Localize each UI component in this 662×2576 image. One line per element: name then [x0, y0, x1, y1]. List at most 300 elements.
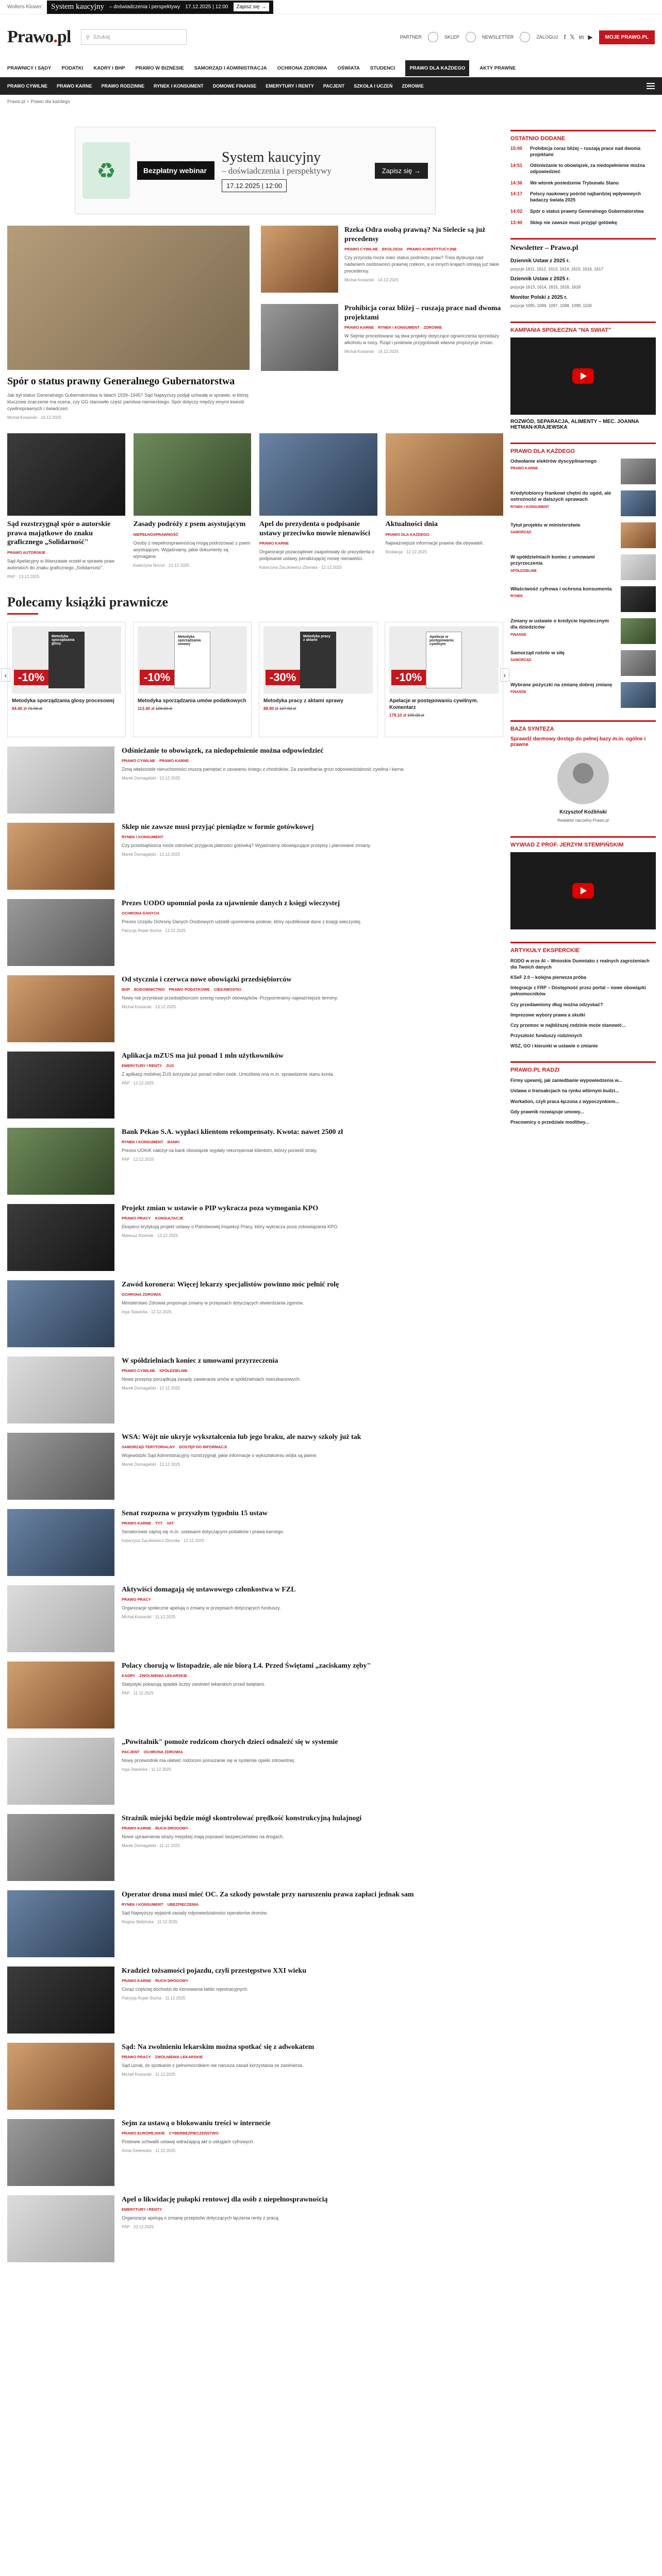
side-list-tag[interactable]: SAMORZĄD — [510, 531, 532, 535]
tag[interactable]: RYNEK I KONSUMENT — [122, 835, 163, 840]
list-article-lead: Sąd uznał, że spotkanie z pełnomocnikiem nie narusza zasad korzystania ze zwolnienia. — [122, 2063, 304, 2069]
expert-article[interactable]: KSeF 2.0 – kolejna pierwsza próba — [510, 975, 587, 980]
latest-text[interactable]: Prohibicja coraz bliżej – ruszają prace nad dwoma projektami — [530, 146, 641, 157]
nav-item[interactable]: PRAWNICY I SĄDY — [7, 65, 52, 71]
list-article[interactable] — [7, 975, 503, 1042]
latest-text[interactable]: Sklep nie zawsze musi przyjąć gotówkę — [530, 219, 618, 225]
subnav-item[interactable]: DOMOWE FINANSE — [212, 83, 257, 89]
side-list-title[interactable]: Wybrane pożyczki na zmianę dobrej zmianę — [510, 682, 613, 688]
list-article-image[interactable] — [7, 1357, 114, 1423]
side-list-image[interactable] — [621, 554, 656, 580]
side-list-title[interactable]: Zmiany w ustawie o kredycie hipotecznym dla dziedziców — [510, 618, 609, 631]
newsletter-item-title[interactable]: Dziennik Ustaw z 2025 r. — [510, 258, 570, 264]
tag[interactable]: BANKI — [167, 1140, 180, 1145]
list-article[interactable] — [7, 1814, 503, 1881]
side-list-image[interactable] — [621, 650, 656, 676]
tag[interactable]: PRAWO KARNE — [259, 541, 289, 546]
play-icon[interactable] — [572, 368, 594, 384]
row-article-image[interactable] — [386, 433, 504, 516]
list-article-title[interactable]: Sklep nie zawsze musi przyjąć pieniądze w formie gotówkowej — [122, 823, 314, 831]
expert-article[interactable]: Czy przedawniony dług można odzyskać? — [510, 1002, 603, 1007]
list-article-lead: Posłowie uchwalili ustawę wdrażającą akt o usługach cyfrowych. — [122, 2139, 255, 2145]
advice-item[interactable]: Firmy upewnij, jak zaniedbanie wypowiedzenia w... — [510, 1078, 622, 1083]
side-article-image[interactable] — [261, 226, 338, 293]
list-article-title[interactable]: Aktywiści domagają się ustawowego członkostwa w FZL — [122, 1585, 296, 1594]
list-article-image[interactable] — [7, 1052, 114, 1118]
expert-article[interactable]: Integracje z FRP – Dostępność przez portal – nowe obowiązki pełnomocników — [510, 985, 646, 997]
latest-time: 14:51 — [510, 163, 523, 168]
list-article-title[interactable]: Strażnik miejski będzie mógł skontrolować prędkość konstrukcyjną hulajnogi — [122, 1814, 362, 1822]
tag[interactable]: CIEKAWOSTKI — [213, 987, 241, 992]
list-article[interactable] — [7, 1128, 503, 1195]
side-article-image[interactable] — [261, 304, 338, 371]
expert-article[interactable]: Imprezowe wybory prawa a skutki — [510, 1012, 586, 1018]
side-list-image[interactable] — [621, 682, 656, 708]
list-article-lead: Zimą właściciele nieruchomości muszą pamiętać o usuwaniu śniegu z chodników. Za zaniedbania grozi odpowiedzialność cywilna i karna. — [122, 767, 405, 772]
expert-article[interactable]: Czy przemoc w najbliższej rodzinie może stanowić... — [510, 1022, 626, 1028]
list-article[interactable] — [7, 1738, 503, 1805]
book-title[interactable]: Metodyka pracy z aktami sprawy — [263, 698, 344, 704]
row-article[interactable] — [259, 433, 377, 579]
carousel-next-icon[interactable]: › — [500, 668, 509, 682]
nav-item[interactable]: OŚWIATA — [337, 65, 360, 71]
top-ad-sub: – doświadczenia i perspektywy — [109, 4, 180, 10]
row-article-title[interactable]: Zasady podróży z psem asystującym — [133, 520, 246, 529]
row-article-title[interactable]: Aktualności dnia — [385, 520, 438, 529]
list-article-lead: Organizacje społeczne apelują o zmiany w przepisach dotyczących funduszy. — [122, 1605, 281, 1611]
side-list-tag[interactable]: SAMORZĄD — [510, 658, 532, 663]
list-article-image[interactable] — [7, 2119, 114, 2186]
partner-label: PARTNER — [400, 35, 422, 40]
side-article[interactable] — [261, 304, 503, 371]
nav-item[interactable]: SAMORZĄD I ADMINISTRACJA — [194, 65, 267, 71]
top-left-label: Wolters Kluwer — [7, 4, 42, 10]
book-price-old: 71.56 zł — [27, 706, 42, 711]
side-list-title[interactable]: Właściwość cyfrowa i ochrona konsumenta — [510, 586, 612, 592]
tag[interactable]: SAMORZĄD TERYTORIALNY — [122, 1445, 175, 1450]
list-article-image[interactable] — [7, 1738, 114, 1805]
list-article-tags — [122, 1368, 503, 1373]
side-list-article[interactable] — [510, 586, 656, 612]
tag[interactable]: EMERYTURY I RENTY — [122, 1063, 162, 1069]
tag[interactable]: PRAWO KARNE — [159, 758, 189, 764]
expert-article[interactable]: Przyszłość funduszy rodzinnych — [510, 1033, 583, 1038]
list-article-image[interactable] — [7, 747, 114, 814]
tag[interactable]: NIEPEŁNOSPRAWNOŚĆ — [133, 532, 179, 537]
special-text[interactable]: Sprawdź darmowy dostęp do pełnej bazy m.in. ogólne i prawne — [510, 736, 646, 748]
nav-item[interactable]: STUDENCI — [370, 65, 395, 71]
linkedin-icon[interactable]: in — [578, 33, 584, 41]
list-article-image[interactable] — [7, 1662, 114, 1728]
tag[interactable]: ZWOLNIENIA LEKARSKIE — [139, 1673, 188, 1679]
latest-item[interactable] — [510, 209, 656, 215]
list-article[interactable] — [7, 1357, 503, 1423]
row-article-meta: Katarzyna Nocuń · 12.12.2025 — [133, 563, 190, 568]
side-list-article[interactable] — [510, 650, 656, 676]
youtube-icon[interactable]: ▶ — [588, 33, 593, 41]
shop-icon[interactable] — [428, 32, 438, 42]
list-article-title[interactable]: Apel o likwidację pułapki rentowej dla osób z niepełnosprawnością — [122, 2195, 328, 2204]
login-link[interactable]: ZALOGUJ — [536, 35, 558, 40]
list-article-title[interactable]: W spółdzielniach koniec z umowami przyrzeczenia — [122, 1357, 278, 1365]
tag[interactable]: SPÓŁDZIELNIE — [159, 1368, 188, 1374]
list-article-title[interactable]: Kradzież tożsamości pojazdu, czyli przestępstwo XXI wieku — [122, 1967, 307, 1975]
list-article-lead: Z aplikacji mobilnej ZUS korzysta już ponad milion osób. Umożliwia ona m.in. sprawdzenie stanu konta. — [122, 1072, 335, 1077]
tag[interactable]: PRAWO CYWILNE — [344, 247, 378, 251]
latest-item[interactable] — [510, 180, 656, 187]
side-list-title[interactable]: Samorząd rośnie w siłę — [510, 650, 565, 656]
tag[interactable]: PACJENT — [122, 1750, 140, 1755]
top-ad-bar — [0, 0, 662, 14]
advice-item[interactable]: Pracownicy o przedziale modlitwy... — [510, 1119, 589, 1125]
list-article-title[interactable]: Aplikacja mZUS ma już ponad 1 mln użytkowników — [122, 1052, 284, 1060]
list-article-title[interactable]: Sąd: Na zwolnieniu lekarskim można spotkać się z adwokatem — [122, 2043, 315, 2051]
subnav-item[interactable]: SZKOŁA I UCZEŃ — [354, 83, 393, 89]
top-ad-banner[interactable] — [47, 1, 273, 14]
list-article-image[interactable] — [7, 1204, 114, 1271]
book-card[interactable] — [133, 622, 252, 737]
row-article[interactable] — [134, 433, 252, 579]
user-icon[interactable] — [520, 32, 530, 42]
list-article-title[interactable]: „Powitalnik" pomoże rodzicom chorych dzieci odnaleźć się w systemie — [122, 1738, 338, 1746]
list-article[interactable] — [7, 1585, 503, 1652]
subnav-item[interactable]: ZDROWIE — [402, 83, 424, 89]
side-list-article[interactable] — [510, 554, 656, 580]
tag[interactable]: PRAWO PRACY — [122, 1597, 151, 1602]
list-article-title[interactable]: Operator drona musi mieć OC. Za szkody powstałe przy naruszeniu prawa zapłaci jednak sam — [122, 1890, 414, 1899]
list-article-image[interactable] — [7, 1967, 114, 2033]
nav-item[interactable]: KADRY I BHP — [93, 65, 125, 71]
webinar-ad[interactable] — [75, 127, 436, 214]
list-article-meta: PAP · 12.12.2025 — [122, 1157, 154, 1162]
tag[interactable]: PRAWO KARNE — [122, 1521, 152, 1526]
latest-item[interactable] — [510, 220, 656, 226]
expert-article[interactable]: RODO w erze AI – Wnioskie Dumniako z realnych zagrożeniach dla Twoich danych — [510, 958, 650, 970]
tag[interactable]: PRAWO CYWILNE — [122, 758, 155, 764]
top-ad-button[interactable]: Zapisz się → — [234, 3, 270, 11]
list-article-lead: Nowe uprawnienia straży miejskiej mają poprawić bezpieczeństwo na drogach. — [122, 1834, 284, 1840]
book-cover-art: Apelacje w postępowaniu cywilnym — [426, 632, 462, 688]
list-article-image[interactable] — [7, 1585, 114, 1652]
expert-articles-box — [510, 942, 656, 1049]
list-article-image[interactable] — [7, 1280, 114, 1347]
subnav-item[interactable]: RYNEK I KONSUMENT — [154, 83, 204, 89]
feature-article[interactable] — [7, 226, 250, 420]
latest-item[interactable] — [510, 146, 656, 158]
list-article-body — [122, 2119, 503, 2186]
side-list-tag[interactable]: RYNEK — [510, 595, 523, 599]
side-list-tag[interactable]: RYNEK I KONSUMENT — [510, 505, 550, 509]
book-price — [12, 706, 121, 711]
feature-image[interactable] — [7, 226, 250, 370]
side-article[interactable] — [261, 226, 503, 293]
list-article[interactable] — [7, 1662, 503, 1728]
top-grid — [7, 226, 503, 420]
list-article-title[interactable]: Prezes UODO upomniał posła za ujawnienie danych z księgi wieczystej — [122, 899, 340, 907]
tag[interactable]: RYNEK I KONSUMENT — [122, 1902, 163, 1907]
subnav-item[interactable]: PRAWO CYWILNE — [7, 83, 47, 89]
video-label[interactable]: ROZWÓD, SEPARACJA, ALIMENTY – MEC. JOANNA HETMAN-KRAJEWSKA — [510, 419, 639, 431]
tag[interactable]: EMERYTURY I RENTY — [122, 2207, 162, 2212]
tag[interactable]: CYBERBEZPIECZEŃSTWO — [169, 2131, 219, 2136]
search-input[interactable] — [81, 29, 187, 45]
book-title[interactable]: Metodyka sporządzania umów podatkowych — [138, 698, 246, 704]
list-article-meta: Anna Gielewska · 11.12.2025 — [122, 2148, 176, 2154]
list-article[interactable] — [7, 2043, 503, 2110]
tag[interactable]: PRAWO CYWILNE — [122, 1368, 155, 1374]
list-article-title[interactable]: Od stycznia i czerwca nowe obowiązki przedsiębiorców — [122, 975, 292, 984]
list-article-meta: PAP · 12.12.2025 — [122, 1081, 154, 1086]
list-article[interactable] — [7, 1204, 503, 1271]
tag[interactable]: PRAWO KARNE — [122, 1826, 152, 1831]
latest-text[interactable]: We wtorek posiedzenie Trybunału Stanu — [530, 180, 619, 185]
tag[interactable]: UBEZPIECZENIA — [167, 1902, 198, 1907]
latest-item[interactable] — [510, 163, 656, 175]
tag[interactable]: PRAWO PRACY — [122, 2055, 151, 2060]
interview-title: WYWIAD Z PROF. JERZYM STEMPIŃSKIM — [510, 841, 624, 848]
tag[interactable]: RUCH DROGOWY — [155, 1978, 189, 1984]
list-article-meta: Michał Kosiarski · 11.12.2025 — [122, 1615, 176, 1620]
advice-box — [510, 1061, 656, 1125]
video-section-title: KAMPANIA SPOŁECZNA "NA SWIAT" — [510, 327, 611, 334]
side-list-article[interactable] — [510, 522, 656, 548]
carousel-prev-icon[interactable]: ‹ — [1, 668, 10, 682]
tag[interactable]: RYNEK I KONSUMENT — [122, 1140, 163, 1145]
tag[interactable]: ZDROWIE — [423, 325, 442, 330]
webinar-button[interactable]: Zapisz się → — [375, 163, 428, 179]
tag[interactable]: RUCH DROGOWY — [155, 1826, 189, 1831]
row-article-title[interactable]: Sąd rozstrzygnął spór o autorskie prawa majątkowe do znaku graficznego „Solidarność" — [7, 520, 111, 547]
subnav-item[interactable]: PRAWO RODZINNE — [101, 83, 145, 89]
list-article[interactable] — [7, 2119, 503, 2186]
tag[interactable]: ZUS — [166, 1063, 174, 1069]
list-article-image[interactable] — [7, 899, 114, 966]
x-icon[interactable]: 𝕏 — [570, 33, 575, 41]
side-articles-box — [510, 443, 656, 708]
tag[interactable]: PRAWO KARNE — [344, 325, 374, 330]
tag[interactable]: TYT — [155, 1521, 163, 1526]
row-article-image[interactable] — [134, 433, 252, 516]
tag[interactable]: PRAWO AUTORSKIE — [7, 550, 46, 555]
side-list-image[interactable] — [621, 490, 656, 516]
subnav-item[interactable]: PACJENT — [323, 83, 345, 89]
list-article[interactable] — [7, 1052, 503, 1118]
list-article-image[interactable] — [7, 1128, 114, 1195]
list-article-meta: Marek Domagalski · 12.12.2025 — [122, 1462, 180, 1467]
list-article-tags — [122, 2207, 503, 2212]
list-article-image[interactable] — [7, 1509, 114, 1576]
tag[interactable]: PRAWO KONSTYTUCYJNE — [407, 247, 457, 251]
side-list-title[interactable]: Tytuł projektu w ministerstwie — [510, 522, 581, 529]
list-article[interactable] — [7, 1433, 503, 1500]
tag[interactable]: KADRY — [122, 1673, 136, 1679]
book-title[interactable]: Apelacje w postępowaniu cywilnym. Komentarz — [389, 698, 478, 710]
list-article-title[interactable]: Sejm za ustawą o blokowaniu treści w internecie — [122, 2119, 271, 2127]
list-article[interactable] — [7, 747, 503, 814]
site-logo[interactable] — [7, 27, 71, 47]
side-list-article[interactable] — [510, 459, 656, 484]
list-article[interactable] — [7, 2195, 503, 2262]
list-article-title[interactable]: Bank Pekao S.A. wypłaci klientom rekompensaty. Kwota: nawet 2500 zł — [122, 1128, 343, 1136]
list-article-title[interactable]: Senat rozpozna w przyszłym tygodniu 15 ustaw — [122, 1509, 268, 1517]
menu-icon[interactable] — [647, 83, 655, 89]
interview-video[interactable] — [510, 852, 656, 929]
list-article-lead: Wojewódzki Sąd Administracyjny rozstrzygnął, jakie informacje o wykształceniu wójta są jawne. — [122, 1453, 318, 1459]
list-article[interactable] — [7, 1509, 503, 1576]
list-article-body — [122, 1280, 503, 1347]
list-article-lead: Sąd Najwyższy wyjaśnił zasady odpowiedzialności operatorów dronów. — [122, 1910, 268, 1916]
tag[interactable]: PRAWO PODATKOWE — [169, 987, 210, 992]
nav-item[interactable]: PRAWO DLA KAŻDEGO — [405, 60, 469, 76]
list-article-tags — [122, 2131, 503, 2136]
tag[interactable]: PRAWO DLA KAŻDEGO — [385, 532, 429, 537]
feature-title[interactable]: Spór o status prawny Generalnego Gubernatorstwa — [7, 376, 235, 387]
list-article-title[interactable]: WSA: Wójt nie ukryje wykształcenia lub jego braku, ale nazwy szkoły już tak — [122, 1433, 361, 1441]
list-article[interactable] — [7, 1967, 503, 2033]
list-article-lead: Organizacje apelują o zmianę przepisów dotyczących łączenia renty z pracą. — [122, 2215, 280, 2221]
tag[interactable]: OCHRONA ZDROWIA — [122, 1292, 161, 1297]
tag[interactable]: BHP — [122, 987, 130, 992]
tag[interactable]: DOSTĘP DO INFORMACJI — [179, 1445, 227, 1450]
side-list-title[interactable]: Kredytobiorcy frankowi chętni do ugód, ale ostrożność w dalszych sprawach — [510, 490, 611, 503]
list-article[interactable] — [7, 1890, 503, 1957]
facebook-icon[interactable]: f — [564, 33, 566, 41]
tag[interactable]: OCHRONA ZDROWIA — [143, 1750, 183, 1755]
list-article-meta: Katarzyna Żaczkiewicz-Zborska · 12.12.2025 — [122, 1538, 205, 1544]
side-list-image[interactable] — [621, 522, 656, 548]
book-title[interactable]: Metodyka sporządzania glosy procesowej — [12, 698, 114, 704]
newsletter-icon[interactable] — [466, 32, 476, 42]
list-article-tags — [122, 2055, 503, 2059]
list-article-body — [122, 1128, 503, 1195]
row-article-image[interactable] — [259, 433, 377, 516]
play-icon[interactable] — [572, 883, 594, 899]
webinar-date: 17.12.2025 | 12:00 — [222, 179, 287, 192]
list-article[interactable] — [7, 899, 503, 966]
tag[interactable]: PRAWO KARNE — [122, 1978, 152, 1984]
list-article-meta: Mateusz Rzemek · 12.12.2025 — [122, 1233, 178, 1239]
newsletter-item-title[interactable]: Dziennik Ustaw z 2025 r. — [510, 276, 570, 282]
video-player[interactable] — [510, 337, 656, 415]
side-list-article[interactable] — [510, 490, 656, 516]
list-article-tags — [122, 1063, 503, 1068]
row-article-title[interactable]: Apel do prezydenta o podpisanie ustawy przeciwko mowie nienawiści — [259, 520, 371, 537]
list-article-title[interactable]: Odśnieżanie to obowiązek, za niedopełnienie można odpowiedzieć — [122, 747, 324, 755]
list-article-tags — [122, 1521, 503, 1526]
my-account-button[interactable]: MOJE PRAWO.PL — [599, 30, 655, 44]
interview-box — [510, 836, 656, 929]
list-article-body — [122, 1204, 503, 1271]
side-article-title[interactable]: Prohibicja coraz bliżej – ruszają prace nad dwoma projektami — [344, 304, 501, 321]
latest-text[interactable]: Polscy naukowcy pośród najbardziej wpływowych badaczy świata 2025 — [530, 191, 641, 203]
tag[interactable]: ZWOLNIENIA LEKARSKIE — [155, 2055, 203, 2060]
list-article-image[interactable] — [7, 2043, 114, 2110]
side-list-tag[interactable]: FINANSE — [510, 690, 526, 694]
side-list-image[interactable] — [621, 618, 656, 644]
sidebar — [510, 130, 656, 1138]
book-card[interactable] — [385, 622, 503, 737]
advice-item[interactable]: Gdy prawnik rozwiązuje umowy... — [510, 1109, 584, 1114]
subnav-item[interactable]: PRAWO KARNE — [57, 83, 92, 89]
side-list-tag[interactable]: PRAWO KARNE — [510, 467, 538, 471]
tag[interactable]: BUDOWNICTWO — [134, 987, 165, 992]
side-list-tag[interactable]: SPÓŁDZIELNIE — [510, 569, 537, 573]
expert-article[interactable]: WSZ, GO i kierunki w ustawie o zmianie — [510, 1043, 598, 1049]
latest-text[interactable]: Spór o status prawny Generalnego Gubernatorstwa — [530, 208, 644, 214]
newsletter-link[interactable]: NEWSLETTER — [482, 35, 514, 40]
side-list-title[interactable]: Odwołanie elektrów dyscyplinarnego — [510, 459, 597, 465]
list-article-image[interactable] — [7, 2195, 114, 2262]
advice-item[interactable]: Workation, czyli praca łączona z wypoczynkiem... — [510, 1098, 619, 1104]
discount-badge: -10% — [391, 670, 426, 685]
shop-link[interactable]: SKLEP — [444, 35, 459, 40]
side-list-article[interactable] — [510, 682, 656, 708]
advice-title: PRAWO.PL RADZI — [510, 1067, 560, 1074]
side-list-tag[interactable]: FINANSE — [510, 633, 526, 637]
row-article-image[interactable] — [7, 433, 125, 516]
tag[interactable]: RYNEK I KONSUMENT — [378, 325, 420, 330]
tag[interactable]: EKOLOGIA — [382, 247, 403, 251]
side-article-title[interactable]: Rzeka Odra osobą prawną? Na Sielecie są już precedensy — [344, 226, 486, 243]
tag[interactable]: OCHRONA DANYCH — [122, 911, 159, 916]
book-cover-art: Metodyka pracy z aktami — [300, 632, 336, 688]
list-article[interactable] — [7, 1280, 503, 1347]
list-article-lead: Coraz częściej dochodzi do klonowania tablic rejestracyjnych. — [122, 1987, 249, 1992]
book-card[interactable] — [7, 622, 126, 737]
list-article-title[interactable]: Polacy chorują w listopadzie, ale nie biorą L4. Przed Świętami „zaciskamy zęby" — [122, 1662, 371, 1670]
books-carousel — [4, 622, 506, 737]
tag[interactable]: PRAWO PRACY — [122, 1216, 151, 1221]
side-articles-title: PRAWO DLA KAŻDEGO — [510, 448, 575, 455]
side-list-image[interactable] — [621, 459, 656, 484]
newsletter-item-title[interactable]: Monitor Polski z 2025 r. — [510, 295, 568, 301]
advice-item[interactable]: Ustawa o transakcjach na rynku wtórnym budzi... — [510, 1088, 619, 1094]
list-article-lead: Nowe przepisy porządkują zasady zawierania umów w spółdzielniach mieszkaniowych. — [122, 1377, 301, 1382]
latest-item[interactable] — [510, 191, 656, 203]
nav-item[interactable]: OCHRONA ZDROWIA — [277, 65, 327, 71]
list-article-image[interactable] — [7, 1433, 114, 1500]
list-article-body — [122, 2043, 503, 2110]
side-list-title[interactable]: W spółdzielniach koniec z umowami przyrzeczenia — [510, 554, 595, 567]
list-article-title[interactable]: Projekt zmian w ustawie o PIP wykracza poza wymogania KPO — [122, 1204, 319, 1212]
row-article[interactable] — [386, 433, 504, 579]
book-card[interactable] — [259, 622, 377, 737]
tag[interactable]: KONSULTACJE — [155, 1216, 184, 1221]
nav-item[interactable]: PODATKI — [61, 65, 84, 71]
list-article[interactable] — [7, 823, 503, 890]
tag[interactable]: PRAWO EUROPEJSKIE — [122, 2131, 165, 2136]
subnav-item[interactable]: EMERYTURY I RENTY — [266, 83, 314, 89]
list-article-image[interactable] — [7, 1890, 114, 1957]
row-article[interactable] — [7, 433, 125, 579]
list-article-image[interactable] — [7, 823, 114, 890]
special-box — [510, 720, 656, 824]
side-list-article[interactable] — [510, 618, 656, 644]
recycling-icon: ♻ — [82, 142, 130, 199]
latest-time: 14:36 — [510, 180, 523, 185]
tag[interactable]: VAT — [167, 1521, 174, 1526]
list-article-image[interactable] — [7, 975, 114, 1042]
side-list-image[interactable] — [621, 586, 656, 612]
latest-text[interactable]: Odśnieżanie to obowiązek, za niedopełnienie można odpowiedzieć — [530, 163, 646, 175]
list-article-title[interactable]: Zawód koronera: Więcej lekarzy specjalistów powinno móc pełnić rolę — [122, 1280, 339, 1289]
nav-item[interactable]: AKTY PRAWNE — [479, 65, 516, 71]
list-article-tags — [122, 1140, 503, 1144]
nav-item[interactable]: PRAWO W BIZNESIE — [135, 65, 184, 71]
expert-avatar — [557, 753, 609, 804]
list-article-tags — [122, 1597, 503, 1602]
list-article-image[interactable] — [7, 1814, 114, 1881]
